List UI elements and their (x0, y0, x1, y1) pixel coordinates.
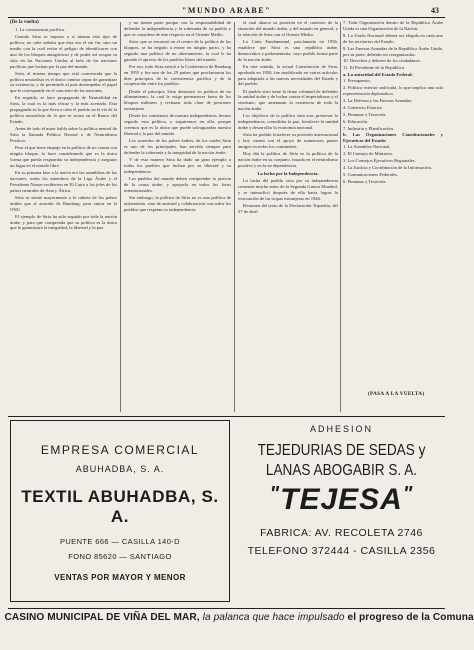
article-paragraph: Cuando Siria se impuso a sí misma esta tipo de política, no cabe señalar que ésta era el sin fin, sino un medio con la cual evitar el peligro de identificarse con uno de los bloques antagónicos y de poder así ocupar su sitio en las Naciones Unidas al lado de las naciones pacíficas que luchan por la paz del mundo. (10, 34, 117, 69)
ad-address: PUENTE 666 — CASILLA 140-D (59, 537, 181, 546)
advertisement-abuhadba (10, 420, 230, 602)
ad-company-line-1: TEJEDURIAS DE SEDAS y (257, 442, 426, 459)
article-paragraph: El ejemplo de Siria ha sido seguido por toda la nación árabe, y para que comprenda que su política es la única que le garantizará la integridad, la libertad y la paz. (10, 213, 117, 231)
article-paragraph: 6. Finanzas y Tesorería. (343, 178, 387, 184)
article-paragraph: Siria ha podido fortalecer su posición internacional y hoy cuenta con el apoyo de numerosos países amigos en todos los continentes. (238, 132, 338, 150)
article-column-1 (10, 20, 117, 415)
ad-company-line-2: LANAS ABOGABIR S. A. (265, 462, 418, 479)
column-divider (120, 22, 121, 412)
article-paragraph: Desde los comienzos de nuestra independencia, hemos seguido esta política, y seguiremos en ella, porque creemos que es la única que puede salvaguardar nuestra libertad y la paz del mundo. (124, 113, 231, 137)
article-subheading: a. La autoridad del Estado Federal: (343, 72, 413, 78)
article-paragraph: Por eso, todo Siria asistió a la Conferencia de Bandung en 1955 y fue uno de los 29 países que proclamaron los diez principios de la coexistencia pacífica y de la cooperación entre los pueblos. (124, 63, 231, 87)
banner-part-1: CASINO MUNICIPAL DE VIÑA DEL MAR, (4, 612, 200, 623)
article-paragraph: Siria se siente mayormente a la cabeza de los países árabes que al acuerdo de Bandung, para entrar en la ONU. (10, 194, 117, 212)
continuation-label: (De la vuelta) (10, 20, 39, 25)
ad-adhesion-label: ADHESION (309, 424, 373, 434)
article-paragraph: 9. Las Fuerzas Armadas de la República Árabe Unida, por su parte, deberán ser reorganizadas. (343, 45, 443, 57)
article-paragraph: 6. Educación. (343, 118, 369, 124)
article-paragraph: el cual abarca su posición en el contexto de la situación del mundo árabe, y del mundo en general, y la relación de Siria con el Oriente Medio. (238, 20, 338, 37)
article-paragraph: 2. El Consejo de Ministros. (343, 151, 394, 157)
ad-brand-name: TEXTIL ABUHADBA, S. A. (21, 487, 219, 526)
article-paragraph: Desde el principio Siria demostró su política de no alineamiento, la cual le exige permanecer fuera de los bloques militares y rechazar toda clase de presiones extranjeras. (124, 88, 231, 112)
article-paragraph: 3. Los Consejos Ejecutivos Regionales. (343, 158, 416, 164)
article-paragraph: 1. Presupuesto. (343, 78, 371, 84)
article-paragraph: 5. Comunicaciones Federales. (343, 171, 399, 177)
article-paragraph: Resumen del texto de la Declaración Tripartita, del 27 de abril. (238, 202, 338, 214)
article-paragraph: 7. Toda Organización dentro de la República Árabe Unida es una Organización de la Nación. (343, 20, 443, 31)
page-number: 43 (431, 6, 439, 15)
newspaper-header-title: "MUNDO ARABE" (181, 6, 272, 15)
article-paragraph: Sin embargo, la política de Siria no es una política de aislamiento, sino de amistad y colaboración con todos los pueblos que respetan su independencia. (124, 194, 231, 212)
article-paragraph: Y de esta manera Siria ha dado un gran ejemplo a todos los pueblos que luchan por su libertad y su independencia. (124, 157, 231, 174)
article-paragraph: Pero el que tiene empuje en la política de no contar con ningún bloque, lo hace considerando que es la única forma que pueda resguardar su independencia y asegurar un lugar en el mundo libre. (10, 145, 117, 168)
article-column-4 (343, 20, 443, 388)
article-paragraph: Siria, al mismo tiempo que está convencida que la política neutralista es el único camino capaz de garantizar su existencia, y de permitirle al país desempeñar el papel que le corresponde en el concierto de las naciones. (10, 70, 117, 94)
ad-factory-address: FABRICA: AV. RECOLETA 2746 (260, 527, 423, 539)
ad-phone: FONO 85620 — SANTIAGO (68, 552, 172, 561)
article-paragraph: 5. Finanzas y Tesorería. (343, 111, 387, 117)
article-paragraph: Los pueblos del mundo deben comprender la justicia de la causa árabe, y apoyarla en todos los foros internacionales. (124, 175, 231, 193)
article-paragraph: 11. El Presidente de la República. (343, 65, 405, 71)
article-paragraph: 2. Política exterior unificada, lo que implica una sola representación diplomática. (343, 85, 443, 96)
article-paragraph: 10. Derechos y deberes de los ciudadanos. (343, 58, 421, 64)
column-divider (340, 22, 341, 412)
section-rule (8, 416, 445, 417)
article-paragraph: Antes de todo el autor habla sobre la política neutral de Siria la llamada Política Neutral o de Neutralismo Positivo. (10, 126, 117, 143)
article-paragraph: 1. La Asamblea Nacional. (343, 144, 391, 150)
column-divider (234, 22, 235, 412)
article-paragraph: El pueblo sirio tiene la firme voluntad de defender la unidad árabe y de luchar contra el imperialismo y el sionismo, que amenazan la existencia de toda la nación árabe. (238, 88, 339, 112)
article-paragraph: 4. La Justicia y Coordinación de la Información. (343, 164, 432, 170)
banner-part-2: la palanca que hace impulsado (202, 612, 345, 623)
article-column-3 (238, 20, 338, 415)
ad-company-name: EMPRESA COMERCIAL (40, 443, 200, 457)
advertisement-tejesa (238, 420, 445, 602)
article-paragraph: Los objetivos de la política siria son: preservar la independencia, consolidar la paz, fortalecer la unidad árabe y desarrollar la economía nacional. (238, 113, 338, 131)
article-paragraph: y no tienen parte porque con la responsabilidad de defender la independencia y la soberanía de su pueblo y que se considera de este respecto en el Oriente Medio. (124, 20, 231, 37)
article-paragraph: Hoy día la política de Siria es la política de la nación árabe en su conjunto, basada en el neutralismo positivo y en la no dependencia. (238, 151, 338, 168)
article-column-2 (124, 20, 231, 415)
header-rule (8, 17, 445, 18)
ad-brand-logo: "TEJESA" (269, 483, 414, 516)
article-subheading: La lucha por la Independencia. (257, 170, 319, 176)
casino-banner (4, 612, 474, 623)
ad-brand-text: TEJESA (280, 483, 403, 516)
continued-on-back-label: (PASA A LA VUELTA) (368, 391, 425, 397)
article-paragraph: En su primera fase a la nueva era las asambleas de las naciones, todos los miembros de la Liga Árabe y el Presidente Nasser recibieron en El Cairo a los jefes de los países neutrales de Asia y África. (10, 169, 117, 193)
article-paragraph: 1. La coexistencia pacífica. (15, 26, 66, 32)
article-paragraph: 4. Comercio Exterior. (343, 104, 383, 110)
banner-top-rule (8, 608, 445, 609)
article-paragraph: En este sentido, la actual Constitución de Siria, aprobada en 1950, fue modificada en varios artículos para adaptarla a las nuevas necesidades del Estado y del pueblo. (238, 63, 338, 87)
article-paragraph: Siria, que se encontró en el centro de la política de los bloques, se ha negado a entrar en ningún pacto, y ha seguido una política de no alineamiento, la cual le ha ganado el aprecio de los pueblos libres del mundo. (124, 38, 231, 62)
article-paragraph: 8. La Unión Nacional deberá ser elegida en cada uno de los territorios del Estado. (343, 32, 443, 44)
article-paragraph: Los acuerdos de los países árabes, de los cuales Siria es uno de los principales, han servido siempre para defender la soberanía y la integridad de la nación árabe. (124, 138, 231, 155)
article-paragraph: La lucha del pueblo sirio por su independencia comenzó mucho antes de la Segunda Guerra Mundial, y se intensificó después de ella hasta lograr la evacuación de las tropas extranjeras en 1946. (238, 177, 338, 201)
ad-tagline: VENTAS POR MAYOR Y MENOR (54, 573, 186, 582)
article-paragraph: 3. La Defensa y las Fuerzas Armadas. (343, 97, 413, 103)
ad-company-subname: ABUHADBA, S. A. (75, 464, 165, 474)
banner-part-3: el progreso de la Comuna (347, 612, 474, 623)
article-paragraph: La Carta Fundamental, proclamada en 1956, establece que Siria es una república árabe, democrática y parlamentaria, cuyo pueblo forma parte de la nación árabe. (238, 38, 338, 62)
article-paragraph: En seguida, se hace propaganda de Neutralidad en Siria, la cual es la más eficaz y la más acertada. Esta propaganda es la que lleva a cabo el pueblo en la vía de la política neutralista de la que se acusa en el Banco del Estado. (10, 95, 117, 125)
article-subheading: b. Las Organizaciones Constitucionales y Ejecutivas del Estado: (343, 132, 443, 144)
article-paragraph: 7. Industria y Planificación. (343, 125, 394, 131)
ad-phone: TELEFONO 372444 - CASILLA 2356 (247, 545, 436, 557)
